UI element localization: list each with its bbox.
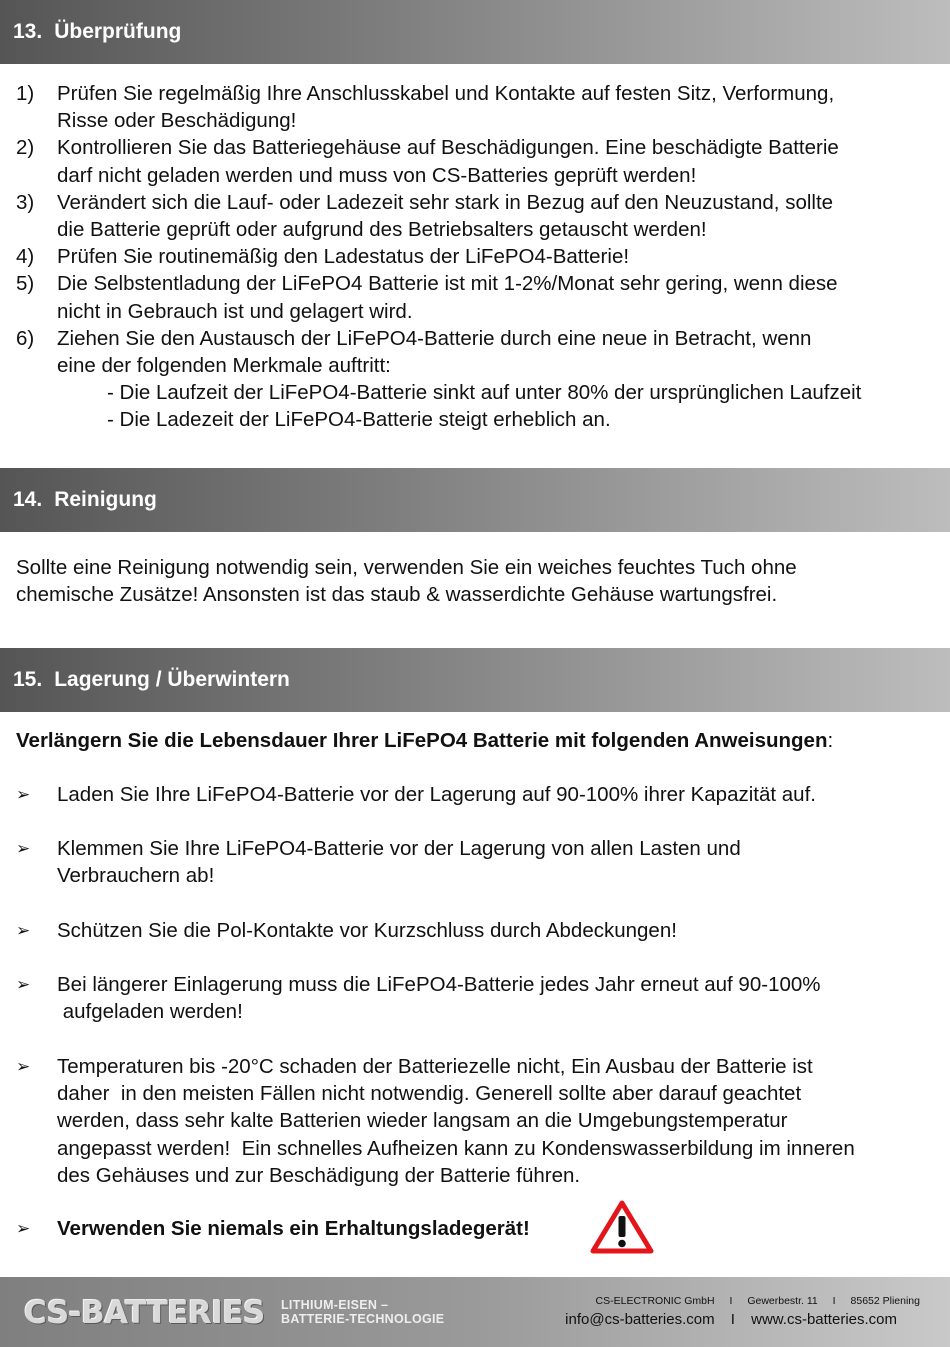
bullet-line: Klemmen Sie Ihre LiFePO4-Batterie vor der Lagerung von allen Lasten und xyxy=(57,837,741,860)
website-link[interactable]: www.cs-batteries.com xyxy=(751,1311,897,1328)
separator: I xyxy=(729,1295,733,1307)
bullet-line: aufgeladen werden! xyxy=(57,1000,243,1024)
section-number: 15. xyxy=(13,668,43,691)
bullet-line: Temperaturen bis -20°C schaden der Batteriezelle nicht, Ein Ausbau der Batterie ist xyxy=(57,1055,813,1078)
arrow-bullet-icon: ➢ xyxy=(16,1219,31,1238)
item-line: nicht in Gebrauch ist und gelagert wird. xyxy=(57,299,413,323)
arrow-bullet-icon: ➢ xyxy=(16,921,31,940)
section-number: 13. xyxy=(13,20,43,43)
brand-tagline xyxy=(281,1298,444,1326)
arrow-bullet-icon: ➢ xyxy=(16,785,31,804)
item-number: 6) xyxy=(16,326,35,350)
item-line: Kontrollieren Sie das Batteriegehäuse auf Beschädigungen. Eine beschädigte Batterie xyxy=(57,136,839,160)
bullet-line: des Gehäuses und zur Beschädigung der Batterie führen. xyxy=(57,1163,581,1187)
item-number: 2) xyxy=(16,136,35,160)
list-item xyxy=(16,270,936,324)
bullet-line: werden, dass sehr kalte Batterien wieder langsam an die Umgebungstemperatur xyxy=(57,1109,788,1133)
storage-bullet xyxy=(16,1053,936,1189)
section-title: Reinigung xyxy=(54,488,157,511)
section-number: 14. xyxy=(13,488,43,511)
bullet-line: Verbrauchern ab! xyxy=(57,864,215,888)
company-address xyxy=(596,1295,920,1307)
item-line: darf nicht geladen werden und muss von CS-Batteries geprüft werden! xyxy=(57,163,697,187)
item-subline: - Die Ladezeit der LiFePO4-Batterie steigt erheblich an. xyxy=(107,408,611,432)
intro-text: Verlängern Sie die Lebensdauer Ihrer LiFePO4 Batterie mit folgenden Anweisungen xyxy=(16,729,828,752)
item-line: die Batterie geprüft oder aufgrund des Betriebsalters getauscht werden! xyxy=(57,218,707,242)
item-line: Prüfen Sie regelmäßig Ihre Anschlusskabel und Kontakte auf festen Sitz, Verformung, xyxy=(57,82,835,105)
list-item xyxy=(16,325,936,434)
page-footer xyxy=(0,1277,950,1347)
tagline-line: LITHIUM-EISEN – xyxy=(281,1298,389,1312)
item-number: 5) xyxy=(16,272,35,296)
item-line: Die Selbstentladung der LiFePO4 Batterie ist mit 1-2%/Monat sehr gering, wenn diese xyxy=(57,272,838,296)
arrow-bullet-icon: ➢ xyxy=(16,975,31,994)
company-name: CS-ELECTRONIC GmbH xyxy=(595,1295,715,1307)
storage-bullet xyxy=(16,835,936,889)
bullet-line: daher in den meisten Fällen nicht notwendig. Generell sollte aber darauf geachtet xyxy=(57,1082,802,1106)
item-subline: - Die Laufzeit der LiFePO4-Batterie sinkt auf unter 80% der ursprünglichen Laufzeit xyxy=(107,381,862,405)
item-line: Risse oder Beschädigung! xyxy=(57,109,297,133)
storage-intro xyxy=(16,727,936,754)
company-city: 85652 Pliening xyxy=(850,1295,920,1307)
paragraph-line: chemische Zusätze! Ansonsten ist das staub & wasserdichte Gehäuse wartungsfrei. xyxy=(16,583,778,607)
section-title: Lagerung / Überwintern xyxy=(54,668,290,691)
inspection-list xyxy=(16,80,936,434)
bullet-line: Laden Sie Ihre LiFePO4-Batterie vor der Lagerung auf 90-100% ihrer Kapazität auf. xyxy=(57,783,816,806)
bullet-line: Verwenden Sie niemals ein Erhaltungsladegerät! xyxy=(57,1217,530,1240)
item-number: 3) xyxy=(16,190,35,214)
section-header-15 xyxy=(0,648,950,712)
separator: I xyxy=(832,1295,836,1307)
company-street: Gewerbestr. 11 xyxy=(747,1295,818,1307)
item-line: eine der folgenden Merkmale auftritt: xyxy=(57,354,391,378)
storage-bullet xyxy=(16,971,936,1025)
item-number: 1) xyxy=(16,82,35,105)
arrow-bullet-icon: ➢ xyxy=(16,839,31,858)
list-item xyxy=(16,134,936,188)
storage-bullet xyxy=(16,781,936,808)
arrow-bullet-icon: ➢ xyxy=(16,1057,31,1076)
item-line: Ziehen Sie den Austausch der LiFePO4-Batterie durch eine neue in Betracht, wenn xyxy=(57,326,812,350)
list-item xyxy=(16,189,936,243)
section-title: Überprüfung xyxy=(54,20,182,43)
item-line: Prüfen Sie routinemäßig den Ladestatus der LiFePO4-Batterie! xyxy=(57,245,630,269)
storage-bullet xyxy=(16,1215,936,1242)
section-header-13 xyxy=(0,0,950,64)
bullet-line: Bei längerer Einlagerung muss die LiFePO4-Batterie jedes Jahr erneut auf 90-100% xyxy=(57,973,821,996)
section-header-14 xyxy=(0,468,950,532)
company-contact xyxy=(565,1311,897,1328)
item-number: 4) xyxy=(16,245,35,269)
item-line: Verändert sich die Lauf- oder Ladezeit sehr stark in Bezug auf den Neuzustand, sollte xyxy=(57,190,834,214)
warning-triangle-icon xyxy=(590,1200,654,1254)
paragraph-line: Sollte eine Reinigung notwendig sein, verwenden Sie ein weiches feuchtes Tuch ohne xyxy=(16,556,797,579)
cleaning-paragraph xyxy=(16,554,936,608)
email-link[interactable]: info@cs-batteries.com xyxy=(565,1311,715,1328)
bullet-line: Schützen Sie die Pol-Kontakte vor Kurzschluss durch Abdeckungen! xyxy=(57,919,677,942)
list-item xyxy=(16,80,936,134)
list-item xyxy=(16,243,936,270)
separator: I xyxy=(730,1311,735,1328)
tagline-line: BATTERIE-TECHNOLOGIE xyxy=(281,1312,445,1326)
storage-bullet xyxy=(16,917,936,944)
brand-logo: CS-BATTERIES xyxy=(24,1295,265,1331)
bullet-line: angepasst werden! Ein schnelles Aufheizen kann zu Kondenswasserbildung im inneren xyxy=(57,1136,855,1160)
intro-colon: : xyxy=(827,729,834,752)
